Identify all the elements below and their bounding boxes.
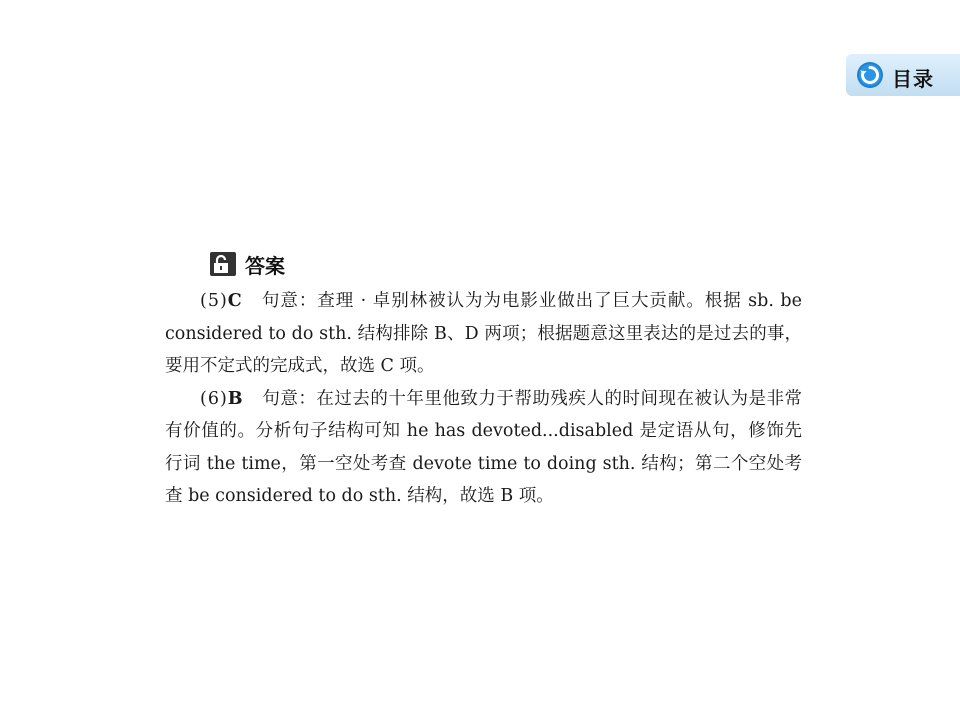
unlock-icon	[209, 251, 237, 277]
question-number: (5)	[200, 291, 228, 311]
answer-letter: B	[227, 388, 243, 409]
answer-item	[165, 383, 802, 513]
question-number: (6)	[200, 388, 228, 409]
answer-item	[165, 285, 802, 383]
answer-header	[209, 250, 285, 278]
explanation-text: 句意：在过去的十年里他致力于帮助残疾人的时间现在被认为是非常有价值的。分析句子结构可知 he has devoted...disabled 是定语从句，修饰先行词 the time，第一空处考查 devote time to doing sth. 结构；第二个空处考查 be considered to do sth. 结构，故选 B 项。	[165, 388, 802, 506]
answer-letter: C	[227, 291, 242, 311]
answer-title: 答案	[245, 253, 285, 278]
answer-content	[165, 285, 802, 513]
explanation-text: 句意：查理 · 卓别林被认为为电影业做出了巨大贡献。根据 sb. be considered to do sth. 结构排除 B、D 两项；根据题意这里表达的是过去的事，要用不定式的完成式，故选 C 项。	[165, 291, 802, 376]
circular-arrow-icon	[856, 61, 884, 89]
toc-label: 目录	[892, 67, 934, 91]
toc-button[interactable]	[846, 54, 960, 96]
